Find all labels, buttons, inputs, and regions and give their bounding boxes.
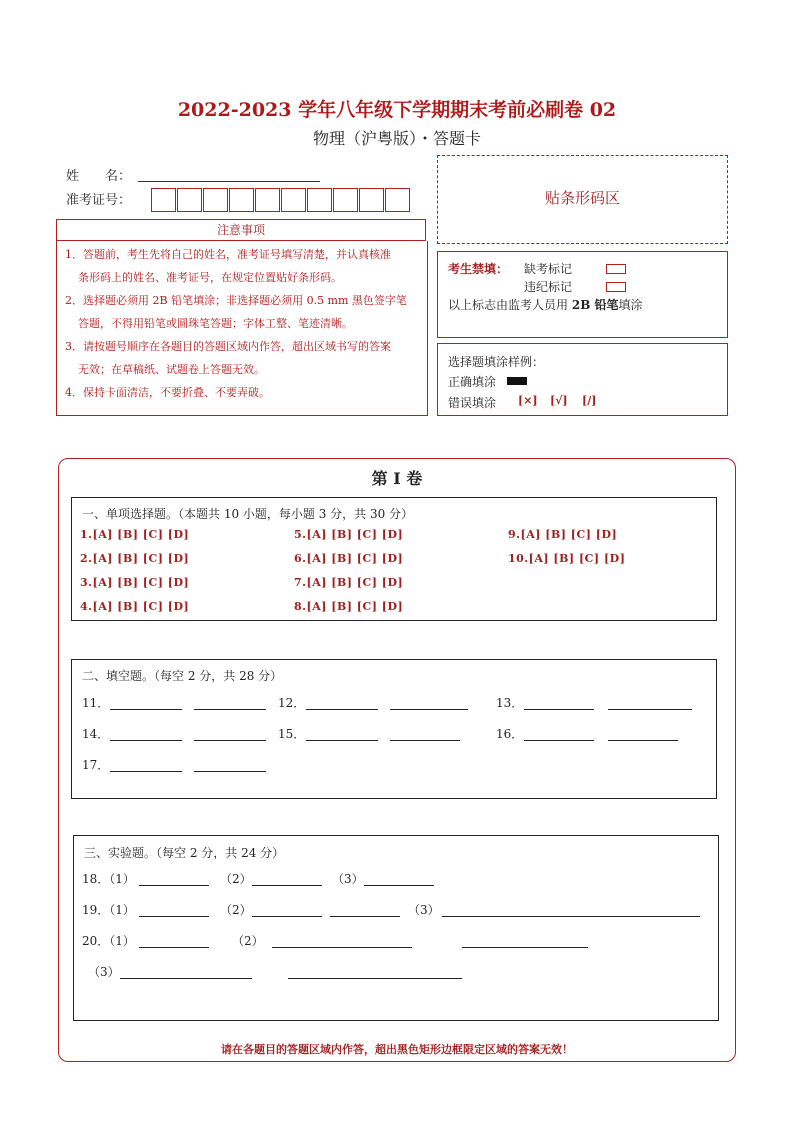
experiment-section [73,835,719,1021]
notice-line: 条形码上的姓名、准考证号，在规定位置贴好条形码。 [78,271,342,284]
fill-number: 11． [82,696,110,710]
mc-question[interactable]: 7.[A] [B] [C] [D] [294,576,404,589]
answer-blank[interactable] [110,708,182,710]
answer-blank[interactable] [390,708,468,710]
answer-blank[interactable] [120,977,252,979]
forbidden-note: 以上标志由监考人员用 2B 铅笔填涂 [448,298,643,312]
answer-blank[interactable] [139,884,209,886]
id-label: 准考证号： [66,193,132,208]
mc-section-title: 一、单项选择题。（本题共 10 小题，每小题 3 分，共 30 分） [82,507,414,521]
answer-blank[interactable] [364,884,434,886]
notice-line: 2．选择题必须用 2B 铅笔填涂；非选择题必须用 0.5 mm 黑色签字笔 [65,294,407,307]
exam-subtitle: 物理（沪粤版）・答题卡 [312,129,481,148]
sample-box [437,343,728,416]
forbidden-box [437,251,728,338]
part-label: （3） [88,965,120,979]
wrong-mark: [×] [518,394,538,407]
sample-title: 选择题填涂样例： [448,355,545,369]
name-field[interactable] [138,180,320,182]
id-box[interactable] [255,188,280,212]
id-box[interactable] [203,188,228,212]
id-box[interactable] [281,188,306,212]
answer-blank[interactable] [139,915,209,917]
forbidden-label: 考生禁填： [448,262,509,276]
mc-question[interactable]: 2.[A] [B] [C] [D] [80,552,190,565]
answer-blank[interactable] [194,708,266,710]
fill-section-title: 二、填空题。（每空 2 分，共 28 分） [82,669,283,683]
answer-blank[interactable] [608,708,692,710]
mc-question[interactable]: 8.[A] [B] [C] [D] [294,600,404,613]
part-label: （3） [332,872,364,886]
notice-line: 1．答题前，考生先将自己的姓名，准考证号填写清楚，并认真核准 [65,248,391,261]
experiment-number: 18．（1） [82,872,135,886]
answer-blank[interactable] [608,739,678,741]
notice-heading: 注意事项 [56,219,426,241]
fill-number: 13． [496,696,524,710]
fill-number: 15． [278,727,306,741]
answer-blank[interactable] [194,739,266,741]
answer-blank[interactable] [390,739,460,741]
answer-blank[interactable] [194,770,266,772]
answer-blank[interactable] [139,946,209,948]
name-label: 姓 名： [66,169,132,184]
notice-line: 4．保持卡面清洁，不要折叠、不要弄破。 [65,386,270,399]
notice-line: 3．请按题号顺序在各题目的答题区域内作答，超出区域书写的答案 [65,340,391,353]
part-label: （2） [220,872,252,886]
experiment-number: 19．（1） [82,903,135,917]
absent-mark[interactable] [606,264,626,274]
barcode-area: 贴条形码区 [437,155,728,244]
mc-section [71,497,717,621]
answer-blank[interactable] [524,708,594,710]
filled-mark [507,377,527,385]
fill-number: 12． [278,696,306,710]
mc-question[interactable]: 1.[A] [B] [C] [D] [80,528,190,541]
mc-question[interactable]: 6.[A] [B] [C] [D] [294,552,404,565]
volume-title: 第 I 卷 [371,469,423,488]
answer-blank[interactable] [110,739,182,741]
notice-box [56,241,428,416]
answer-blank[interactable] [462,946,588,948]
answer-blank[interactable] [288,977,462,979]
answer-blank[interactable] [306,708,378,710]
footer-note: 请在各题目的答题区域内作答，超出黑色矩形边框限定区域的答案无效！ [221,1043,573,1056]
wrong-label: 错误填涂 [448,396,497,410]
fill-number: 16． [496,727,524,741]
absent-label: 缺考标记 [524,262,573,276]
correct-label: 正确填涂 [448,375,497,389]
mc-question[interactable]: 5.[A] [B] [C] [D] [294,528,404,541]
part-label: （2） [232,934,264,948]
fill-number: 14． [82,727,110,741]
wrong-mark: [√] [550,394,568,407]
notice-line: 无效；在草稿纸、试题卷上答题无效。 [78,363,265,376]
id-box[interactable] [177,188,202,212]
mc-question[interactable]: 4.[A] [B] [C] [D] [80,600,190,613]
fill-number: 17． [82,758,110,772]
experiment-number: 20．（1） [82,934,135,948]
mc-question[interactable]: 9.[A] [B] [C] [D] [508,528,618,541]
answer-blank[interactable] [524,739,594,741]
answer-blank[interactable] [330,915,400,917]
violation-label: 违纪标记 [524,280,573,294]
notice-line: 答题，不得用铅笔或圆珠笔答题；字体工整、笔迹清晰。 [78,317,353,330]
violation-mark[interactable] [606,282,626,292]
experiment-section-title: 三、实验题。（每空 2 分，共 24 分） [84,846,285,860]
id-box[interactable] [151,188,176,212]
mc-question[interactable]: 10.[A] [B] [C] [D] [508,552,626,565]
answer-blank[interactable] [306,739,378,741]
id-box[interactable] [229,188,254,212]
answer-blank[interactable] [442,915,700,917]
exam-title: 2022-2023 学年八年级下学期期末考前必刷卷 02 [177,99,617,121]
answer-blank[interactable] [272,946,412,948]
id-box[interactable] [307,188,332,212]
wrong-mark: [/] [582,394,597,407]
fill-section [71,659,717,799]
answer-blank[interactable] [110,770,182,772]
mc-question[interactable]: 3.[A] [B] [C] [D] [80,576,190,589]
answer-blank[interactable] [252,915,322,917]
id-box[interactable] [359,188,384,212]
id-box[interactable] [385,188,410,212]
part-label: （2） [220,903,252,917]
answer-blank[interactable] [252,884,322,886]
part-label: （3） [408,903,440,917]
id-box[interactable] [333,188,358,212]
